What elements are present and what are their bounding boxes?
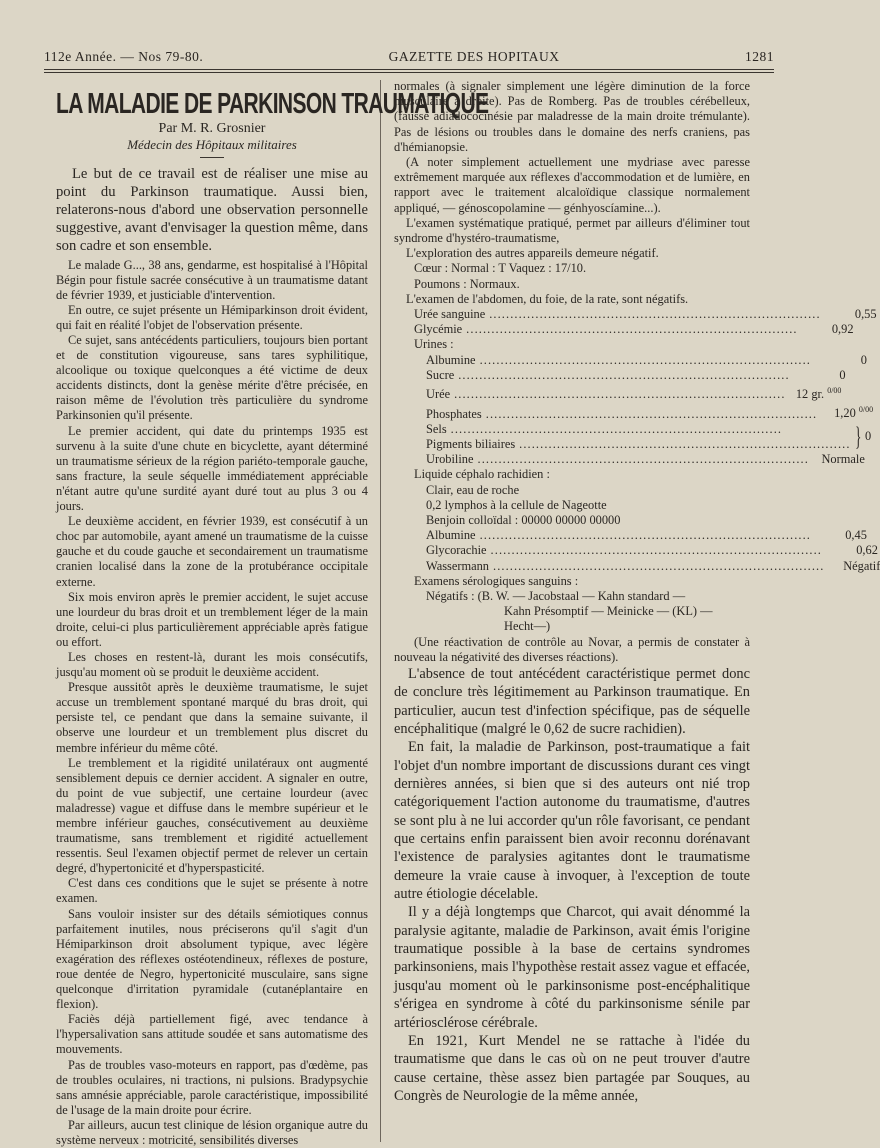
exam-coeur: Cœur : Normal : T Vaquez : 17/10.: [414, 261, 587, 276]
dot-leader: [478, 452, 807, 467]
lab-unit: 0/00: [827, 386, 842, 396]
paragraph: Le premier accident, qui date du printemps 1935 est survenu à la suite d'une chute en bicyclette, ayant déterminé un traumatisme sérieux de la région pariéto-temporale gauche, sans fracture, la seule séquelle immédiatement appréciable n'étant autre qu'une surdité ayant duré tout au plus 3 ou 4 jours.: [56, 423, 368, 514]
lab-row: [394, 352, 867, 368]
paragraph: L'examen systématique pratiqué, permet par ailleurs d'éliminer tout syndrome d'hystéro-traumatisme,: [394, 215, 750, 246]
dot-leader: [480, 353, 809, 368]
lab-label: Albumine: [426, 528, 476, 543]
paragraph: C'est dans ces conditions que le sujet se présente à notre examen.: [56, 876, 368, 906]
dot-leader: [489, 307, 818, 322]
lab-label: Albumine: [426, 352, 476, 367]
lab-label: Urée sanguine: [414, 307, 486, 322]
header-page-number: 1281: [744, 49, 774, 64]
lab-row: [394, 558, 880, 574]
urines-label: Urines :: [414, 337, 454, 352]
lab-value-number: 1,20: [834, 406, 856, 421]
lab-value: Négatif: [843, 558, 880, 573]
sero-negatifs: Négatifs : (B. W. — Jacobstaal — Kahn standard —: [426, 588, 686, 603]
header-volume: 112e Année. — Nos 79-80.: [44, 49, 204, 64]
lab-label: Glycémie: [414, 322, 463, 337]
paragraph: Presque aussitôt après le deuxième traumatisme, le sujet accuse un tremblement spontané marqué du bras droit, qui persiste tel, ce pendant que dans la semaine suivante, il observe une lourdeur et un tremblement plus discret du membre inférieur du même côté.: [56, 680, 368, 755]
lab-label: Pigments biliaires: [426, 436, 516, 451]
lab-label: Sucre: [426, 367, 455, 382]
paragraph: Six mois environ après le premier accident, le sujet accuse une lourdeur du bras droit et un tremblement léger de la main droite, celui-ci plus particulièrement appréciable après fatigue ou effort.: [56, 589, 368, 649]
header-rule: [44, 69, 774, 70]
dot-leader: [458, 368, 787, 383]
paragraph: En 1921, Kurt Mendel ne se rattache à l'idée du traumatisme que dans le cas où on ne peut trouver d'autre cause certaine, thèse assez bien partagée par Souques, au Congrès de Neurologie de la même année,: [394, 1032, 750, 1104]
lab-row: [394, 437, 852, 452]
lab-value: [787, 383, 841, 402]
lab-value: 0,55: [854, 307, 877, 322]
brace-group: [394, 421, 872, 452]
dot-leader: [454, 387, 783, 402]
article-title: LA MALADIE DE PARKINSON TRAUMATIQUE: [56, 88, 489, 120]
lab-unit: 0/00: [858, 405, 874, 415]
lab-row: [394, 422, 852, 437]
lab-value: 0: [839, 367, 846, 382]
paragraph: L'absence de tout antécédent caractéristique permet donc de conclure très légitimement au Parkinson traumatique. En particulier, aucun test d'infection spécifique, pas de séquelle encéphalitique (malgré le 0,62 de sucre rachidien).: [394, 665, 750, 737]
lab-row: [394, 367, 846, 383]
lcr-clair: Clair, eau de roche: [426, 482, 520, 497]
running-header: [44, 49, 774, 65]
right-brace: }: [855, 421, 862, 451]
paragraph: En outre, ce sujet présente un Hémiparkinson droit évident, qui fait en réalité l'objet de l'observation présente.: [56, 302, 368, 332]
paragraph: Le tremblement et la rigidité unilatéraux ont augmenté sensiblement depuis ce dernier accident. A signaler en outre, du point de vue subjectif, une certaine lourdeur (avec maladresse) vague et diffuse dans le membre supérieur et le membre inférieur gauches, consécutivement au deuxième traumatisme, sans tremblement et rigidité actuellement ressentis. Seul l'examen objectif permet de relever un certain degré, d'hypertonicité et d'hyperspasticité.: [56, 755, 368, 876]
reactivation-note: (Une réactivation de contrôle au Novar, a permis de constater à nouveau la négativité des diverses réactions).: [394, 634, 750, 664]
lab-value: Normale: [821, 452, 865, 467]
lab-row: [394, 322, 854, 337]
lab-value-number: 12 gr.: [795, 387, 825, 402]
right-column: [394, 79, 880, 1105]
paragraph: L'exploration des autres appareils demeure négatif.: [406, 246, 659, 261]
sero-label: Examens sérologiques sanguins :: [414, 573, 579, 588]
paragraph: Le but de ce travail est de réaliser une mise au point du Parkinson traumatique. Aussi bien, relaterons-nous d'abord une observation personnelle suggestive, avant d'envisager la question même, dans son cadre et son ensemble.: [56, 166, 368, 254]
header-rule-thin: [44, 72, 774, 73]
lab-results: [394, 261, 880, 665]
lab-label: Phosphates: [426, 406, 482, 421]
lab-row: [394, 307, 877, 322]
lab-row: [394, 452, 865, 467]
sero-negatifs-end: Hecht—): [504, 619, 551, 634]
header-journal-name: GAZETTE DES HOPITAUX: [388, 49, 560, 64]
lab-value: 0,45: [845, 528, 867, 543]
title-separator: [200, 157, 224, 158]
lab-value: 0: [860, 352, 867, 367]
dot-leader: [486, 407, 815, 422]
lab-value: 0,92: [831, 322, 854, 337]
paragraph: (A noter simplement actuellement une mydriase avec paresse extrêmement marquée aux réflexes d'accommodation et de lumière, en rapport avec le traitement alcaloïdique classique normalement appliqué, — génoscopolamine — génhyoscíamine...).: [394, 155, 750, 215]
lab-row: [394, 402, 874, 421]
paragraph: normales (à signaler simplement une légère diminution de la force musculaire à droite). Pas de Romberg. Pas de troubles cérébelleux, (fausse adiadococinésie par maladresse de la main droite trémulante). Pas de lésions ou troubles dans le domaine des nerfs craniens, pas d'hémianopsie.: [394, 79, 750, 154]
lab-label: Sels: [426, 421, 447, 436]
dot-leader: [451, 422, 849, 437]
dot-leader: [480, 528, 809, 543]
paragraph: Sans vouloir insister sur des détails sémiotiques connus parfaitement inutiles, nous préciserons qu'il s'agit d'un Hémiparkinson droit absolument typique, avec légère exagération des réflexes ostéotendineux, réflexes de posture, roue dentée de Negro, hypertonicité musculaire, sans signe quelconque d'irritation pyramidale (cutanéplantaire en flexion).: [56, 906, 368, 1012]
lab-value: 0,62: [856, 543, 878, 558]
lcr-benjoin: Benjoin colloïdal : 00000 00000 00000: [426, 512, 621, 527]
paragraph: Les choses en restent-là, durant les mois consécutifs, jusqu'au moment où se produit le deuxième accident.: [56, 649, 368, 680]
lab-row: [394, 528, 867, 543]
column-divider: [380, 80, 381, 1142]
paragraph: Pas de troubles vaso-moteurs en rapport, pas d'œdème, pas de troubles oculaires, ni tractions, ni pulsions. Bradypsychie sans amnésie appréciable, parole caractéristique, impossibilité de l'usage de la main droite pour écrire.: [56, 1057, 368, 1117]
lab-row: [394, 543, 878, 558]
paragraph: Le malade G..., 38 ans, gendarme, est hospitalisé à l'Hôpital Bégin pour fistule sacrée consécutive à un traumatisme datant de février 1939, et justiciable d'intervention.: [56, 257, 368, 302]
dot-leader: [493, 559, 822, 574]
lcr-lymphos: 0,2 lymphos à la cellule de Nageotte: [426, 497, 607, 512]
dot-leader: [519, 437, 848, 452]
paragraph: Faciès déjà partiellement figé, avec tendance à l'hypersalivation sans attitude soudée et sans automatisme des mouvements.: [56, 1012, 368, 1057]
lab-label: Wassermann: [426, 558, 489, 573]
author-affiliation: Médecin des Hôpitaux militaires: [127, 137, 297, 152]
lab-label: Glycorachie: [426, 543, 487, 558]
exam-abdomen: L'examen de l'abdomen, du foie, de la rate, sont négatifs.: [406, 291, 689, 306]
exam-poumons: Poumons : Normaux.: [414, 276, 520, 291]
lab-row: [394, 383, 842, 402]
paragraph: Le deuxième accident, en février 1939, est consécutif à un choc par automobile, ayant amené un traumatisme de la cuisse gauche et du coude gauche et secondairement un traumatisme cranien localisé dans la zone de la protubérance occipitale externe.: [56, 514, 368, 589]
sero-negatifs-cont: Kahn Présomptif — Meinicke — (KL) —: [504, 604, 713, 619]
dot-leader: [466, 322, 795, 337]
lcr-label: Liquide céphalo rachidien :: [414, 467, 550, 482]
lab-label: Urée: [426, 387, 451, 402]
paragraph: Il y a déjà longtemps que Charcot, qui avait dénommé la paralysie agitante, maladie de Parkinson, avait émis l'origine traumatique possible à la base de certains syndromes parkinsoniens, mais l'hypothèse restait assez vague et effacée, jusqu'au moment où le parkinsonisme post-encéphalitique s'érigea en syndrome à côté du parkinsonisme sénile par artériosclérose cérébrale.: [394, 904, 750, 1031]
lab-value: [819, 402, 873, 421]
lab-label: Urobiline: [426, 452, 474, 467]
paragraph: Ce sujet, sans antécédents particuliers, toujours bien portant et de constitution vigoureuse, sans tares syphilitique, alcoolique ou toxique quelconques a été victime de deux accidents distincts, dont la genèse mérite d'être précisée, en raison même de l'évolution très particulière du syndrome Parkinsonien qu'il présente.: [56, 333, 368, 423]
paragraph: En fait, la maladie de Parkinson, post-traumatique a fait l'objet d'un nombre important de discussions durant ces vingt dernières années, si bien que si des auteurs ont nié trop catégoriquement l'action autonome du traumatisme, d'autres se sont plu à ne lui accorder qu'un rôle favorisant, ce pendant que certains enfin paraissent bien avoir reconnu dorénavant l'existence de paralysies agitantes dont le traumatisme demeure la vraie cause à invoquer, à l'exception de toute autre étiologie décelable.: [394, 739, 750, 903]
dot-leader: [491, 543, 820, 558]
article-author: Par M. R. Grosnier: [158, 121, 266, 136]
paragraph: Par ailleurs, aucun test clinique de lésion organique autre du système nerveux : motricité, sensibilités diverses: [56, 1117, 368, 1147]
lab-value: 0: [864, 429, 872, 444]
